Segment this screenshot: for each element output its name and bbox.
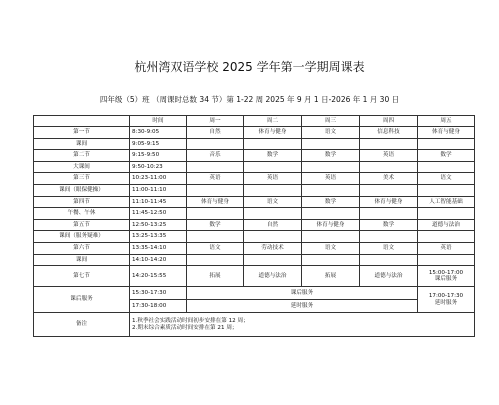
row-label: 课间（服务疑难） <box>34 231 130 243</box>
class-cell-mon: 体育与健身 <box>187 196 244 208</box>
period-7-thu: 道德与法治 <box>360 266 418 287</box>
class-cell-wed <box>302 138 360 150</box>
after-school-time-2: 17:30-18:00 <box>130 300 187 313</box>
class-cell-wed: 语文 <box>302 242 360 254</box>
class-cell-tue: 数学 <box>244 150 302 162</box>
class-cell-thu <box>360 138 418 150</box>
class-cell-mon: 语文 <box>187 242 244 254</box>
class-cell-fri <box>418 138 475 150</box>
class-cell-mon <box>187 184 244 196</box>
note-line-2: 2.期末综合素质活动时间安排在第 21 周； <box>132 324 238 331</box>
header-tue: 周二 <box>244 116 302 127</box>
class-cell-thu: 信息科技 <box>360 127 418 139</box>
class-cell-wed: 语文 <box>302 127 360 139</box>
row-time: 14:10-14:20 <box>130 254 187 266</box>
header-wed: 周三 <box>302 116 360 127</box>
header-row <box>34 116 475 127</box>
class-cell-thu <box>360 254 418 266</box>
class-cell-mon: 数学 <box>187 219 244 231</box>
row-time: 13:35-14:10 <box>130 242 187 254</box>
timetable <box>33 115 475 337</box>
break-row <box>34 161 475 173</box>
after-school-row-1 <box>34 287 475 300</box>
class-cell-wed: 数学 <box>302 150 360 162</box>
header-mon: 周一 <box>187 116 244 127</box>
row-label: 第一节 <box>34 127 130 139</box>
class-cell-wed <box>302 231 360 243</box>
class-cell-thu: 体育与健身 <box>360 196 418 208</box>
class-cell-thu <box>360 184 418 196</box>
class-cell-tue <box>244 254 302 266</box>
friday-extended-time: 17:00-17:30 <box>428 293 464 300</box>
header-corner <box>34 116 130 127</box>
row-time: 9:50-10:23 <box>130 161 187 173</box>
class-cell-wed: 体育与健身 <box>302 219 360 231</box>
page-title: 杭州湾双语学校 2025 学年第一学期周课表 <box>134 60 365 74</box>
break-row <box>34 231 475 243</box>
class-cell-wed <box>302 254 360 266</box>
class-cell-mon <box>187 208 244 220</box>
class-cell-thu <box>360 161 418 173</box>
break-row <box>34 254 475 266</box>
class-cell-fri: 英语 <box>418 242 475 254</box>
page-subtitle: 四年级（5）班 （周课时总数 34 节）第 1-22 周 2025 年 9 月 1 日-2026 年 1 月 30 日 <box>99 95 400 104</box>
period-row <box>34 173 475 185</box>
friday-afternoon-service: 课后服务 <box>434 276 458 283</box>
class-cell-fri: 人工智能基础 <box>418 196 475 208</box>
class-cell-tue <box>244 208 302 220</box>
row-label: 午餐、午休 <box>34 208 130 220</box>
class-cell-tue: 自然 <box>244 219 302 231</box>
class-cell-wed <box>302 184 360 196</box>
period-7-fri <box>418 266 475 287</box>
note-line-1: 1.秋季社会实践活动时间初步安排在第 12 周； <box>132 318 249 325</box>
break-row <box>34 184 475 196</box>
period-7-row <box>34 266 475 287</box>
class-cell-mon <box>187 231 244 243</box>
break-row <box>34 138 475 150</box>
class-cell-tue: 体育与健身 <box>244 127 302 139</box>
period-row <box>34 150 475 162</box>
class-cell-fri: 数学 <box>418 150 475 162</box>
period-7-wed: 拓展 <box>302 266 360 287</box>
class-cell-fri: 语文 <box>418 173 475 185</box>
friday-extended-service: 延时服务 <box>434 299 458 306</box>
notes-content <box>130 313 475 337</box>
class-cell-fri <box>418 254 475 266</box>
class-cell-wed <box>302 161 360 173</box>
class-cell-mon: 自然 <box>187 127 244 139</box>
row-label: 课间 <box>34 138 130 150</box>
row-label: 第六节 <box>34 242 130 254</box>
row-time: 8:30-9:05 <box>130 127 187 139</box>
class-cell-wed <box>302 208 360 220</box>
class-cell-wed: 英语 <box>302 173 360 185</box>
after-school-time-1: 15:30-17:30 <box>130 287 187 300</box>
period-7-mon: 拓展 <box>187 266 244 287</box>
class-cell-mon <box>187 254 244 266</box>
header-thu: 周四 <box>360 116 418 127</box>
class-cell-tue <box>244 184 302 196</box>
class-cell-fri: 体育与健身 <box>418 127 475 139</box>
class-cell-tue: 劳动技术 <box>244 242 302 254</box>
row-time: 10:23-11:00 <box>130 173 187 185</box>
class-cell-tue: 英语 <box>244 173 302 185</box>
row-label: 大课间 <box>34 161 130 173</box>
period-row <box>34 219 475 231</box>
class-cell-mon <box>187 161 244 173</box>
class-cell-mon <box>187 138 244 150</box>
class-cell-fri <box>418 231 475 243</box>
class-cell-fri <box>418 184 475 196</box>
header-fri: 周五 <box>418 116 475 127</box>
period-row <box>34 242 475 254</box>
class-cell-fri: 道德与法治 <box>418 219 475 231</box>
class-cell-fri <box>418 208 475 220</box>
row-time: 9:15-9:50 <box>130 150 187 162</box>
friday-extended <box>418 287 475 313</box>
class-cell-mon: 音乐 <box>187 150 244 162</box>
class-cell-wed: 数学 <box>302 196 360 208</box>
class-cell-fri <box>418 161 475 173</box>
header-time: 时间 <box>130 116 187 127</box>
row-time: 11:10-11:45 <box>130 196 187 208</box>
class-cell-tue <box>244 231 302 243</box>
class-cell-tue: 语文 <box>244 196 302 208</box>
notes-label: 备注 <box>34 313 130 337</box>
row-label: 课间（眼保健操） <box>34 184 130 196</box>
period-7-time: 14:20-15:55 <box>130 266 187 287</box>
after-school-service-2: 延时服务 <box>187 300 418 313</box>
class-cell-thu: 数学 <box>360 219 418 231</box>
after-school-service-1: 课后服务 <box>187 287 418 300</box>
class-cell-thu <box>360 231 418 243</box>
period-7-label: 第七节 <box>34 266 130 287</box>
row-label: 课间 <box>34 254 130 266</box>
class-cell-thu: 英语 <box>360 150 418 162</box>
class-cell-tue <box>244 138 302 150</box>
after-school-label: 课后服务 <box>34 287 130 313</box>
row-time: 12:50-13:25 <box>130 219 187 231</box>
class-cell-mon: 英语 <box>187 173 244 185</box>
period-7-tue: 道德与法治 <box>244 266 302 287</box>
class-cell-thu <box>360 208 418 220</box>
row-time: 9:05-9:15 <box>130 138 187 150</box>
row-label: 第四节 <box>34 196 130 208</box>
row-time: 13:25-13:35 <box>130 231 187 243</box>
row-label: 第二节 <box>34 150 130 162</box>
break-row <box>34 208 475 220</box>
row-label: 第三节 <box>34 173 130 185</box>
timetable-body <box>34 127 475 266</box>
notes-row <box>34 313 475 337</box>
friday-afternoon-time: 15:00-17:00 <box>428 269 464 276</box>
class-cell-thu: 美术 <box>360 173 418 185</box>
period-row <box>34 196 475 208</box>
period-row <box>34 127 475 139</box>
row-time: 11:00-11:10 <box>130 184 187 196</box>
class-cell-tue <box>244 161 302 173</box>
row-label: 第五节 <box>34 219 130 231</box>
class-cell-thu: 语文 <box>360 242 418 254</box>
row-time: 11:45-12:50 <box>130 208 187 220</box>
